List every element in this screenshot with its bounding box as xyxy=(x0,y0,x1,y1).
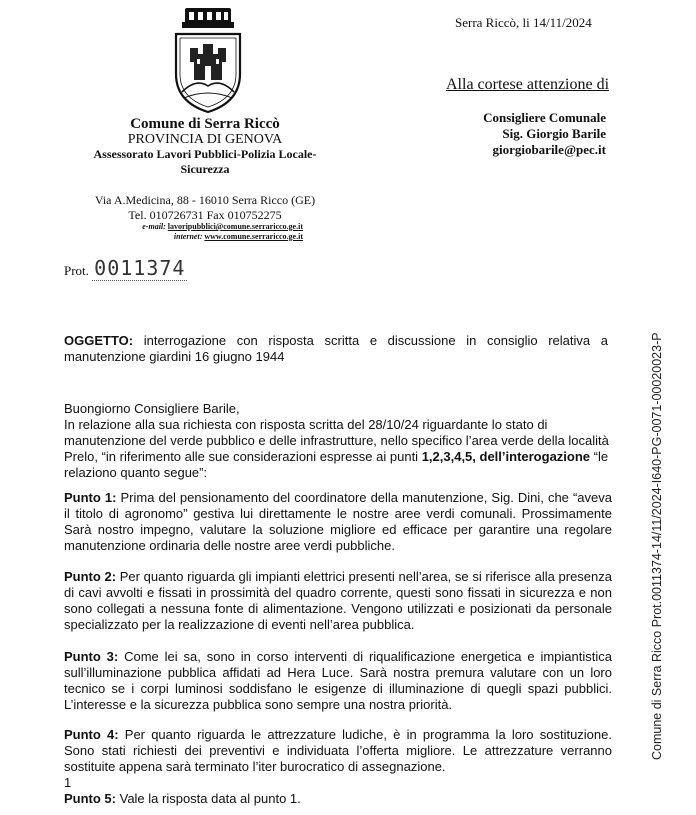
address-line: Via A.Medicina, 88 - 16010 Serra Ricco (GE) xyxy=(94,193,316,207)
point-label: Punto 3: xyxy=(64,649,119,664)
municipal-crest-icon xyxy=(168,4,248,116)
point-paragraph xyxy=(64,490,612,554)
point-text: Per quanto riguarda gli impianti elettrici presenti nell’area, se si riferisce alla presenza di cavi avvolti e fissati in prossimità del quadro corrente, questi sono fissati in sicurezza e non sono collegati a nessuna fonte di alimentazione. Vengono utilizzati e posizionati da personale specializzato per la realizzazione di eventi nell’area pubblica. xyxy=(64,569,613,632)
department-line-1: Assessorato Lavori Pubblici-Polizia Locale- xyxy=(93,147,317,161)
municipality-title: Comune di Serra Riccò xyxy=(130,116,280,132)
point-text: Vale la risposta data al punto 1. xyxy=(116,791,301,806)
letter-date: Serra Riccò, li 14/11/2024 xyxy=(455,15,592,30)
point-label: Punto 5: xyxy=(64,791,116,806)
point-paragraph xyxy=(64,791,301,807)
protocol-label: Prot. xyxy=(64,263,89,278)
point-paragraph xyxy=(64,727,612,775)
attention-line: Alla cortese attenzione di xyxy=(446,76,610,93)
point-label: Punto 1: xyxy=(64,490,117,505)
intro-tail: “le relaziono quanto segue”: xyxy=(64,449,609,480)
subject-paragraph xyxy=(64,333,608,365)
email-label: e-mail: xyxy=(142,222,166,231)
website-label: internet: xyxy=(173,232,203,241)
recipient-role: Consigliere Comunale xyxy=(483,110,606,125)
point-text: Per quanto riguarda le attrezzature ludiche, è in programma la loro sostituzione. Sono stati richiesti dei preventivi e individuata l’offerta migliore. Le attrezzature verranno sostituite appena sarà terminato l’iter burocratico di assegnazione. xyxy=(64,727,612,774)
recipient-name: Sig. Giorgio Barile xyxy=(502,126,606,141)
point-text: Come lei sa, sono in corso interventi di riqualificazione energetica e impiantistica sull’illuminazione pubblica affidati ad Hera Luce. Sarà nostra premura valutare con un loro tecnico se i corpi luminosi soddisfano le esigenze di illuminazione di quegli spazi pubblici. L’interesse e la sicurezza pubblica sono sempre una nostra priorità. xyxy=(64,649,612,712)
intro-text: In relazione alla sua richiesta con risposta scritta del 28/10/24 riguardante lo stato di manutenzione del verde pubblico e delle infrastrutture, nello specifico l’area verde della località Prelo, “in riferimento alle sue considerazioni espresse ai punti xyxy=(64,417,609,464)
address-block xyxy=(80,193,330,223)
point-label: Punto 2: xyxy=(64,569,117,584)
protocol-number: 0011374 xyxy=(94,256,186,280)
province-line: PROVINCIA DI GENOVA xyxy=(127,132,283,147)
page-number: 1 xyxy=(64,775,72,790)
protocol-stamp: Comune di Serra Ricco Prot.0011374-14/11/2024-I640-PG-0071-00020023-P xyxy=(650,332,664,760)
phone-line: Tel. 010726731 Fax 010752275 xyxy=(128,208,282,222)
subject-label: OGGETTO: xyxy=(64,333,134,348)
email-link[interactable]: lavoripubblici@comune.serraricco.ge.it xyxy=(167,222,303,231)
email-row xyxy=(103,222,303,232)
point-text: Prima del pensionamento del coordinatore della manutenzione, Sig. Dini, che “aveva il titolo di agronomo” gestiva lui direttamente le nostre aree verdi comunali. Prossimamente Sarà nostro impegno, valutare la soluzione migliore ed efficace per garantire una regolare manutenzione ordinaria delle nostre aree verdi pubbliche. xyxy=(64,490,612,553)
intro-paragraph xyxy=(64,417,614,481)
point-paragraph xyxy=(64,569,612,633)
point-label: Punto 4: xyxy=(64,727,119,742)
contacts-block xyxy=(103,222,303,242)
point-paragraph xyxy=(64,649,612,713)
greeting: Buongiorno Consigliere Barile, xyxy=(64,401,240,416)
recipient-block xyxy=(440,110,606,158)
office-block xyxy=(80,117,330,177)
website-link[interactable]: www.comune.serraricco.ge.it xyxy=(204,232,303,241)
department-line-2: Sicurezza xyxy=(180,162,230,176)
intro-points: 1,2,3,4,5, dell’interogazione xyxy=(421,449,591,464)
protocol-line xyxy=(64,256,187,280)
website-row xyxy=(103,232,303,242)
recipient-email: giorgiobarile@pec.it xyxy=(492,142,606,157)
subject-text: interrogazione con risposta scritta e discussione in consiglio relativa a manutenzione giardini 16 giugno 1944 xyxy=(64,333,608,364)
